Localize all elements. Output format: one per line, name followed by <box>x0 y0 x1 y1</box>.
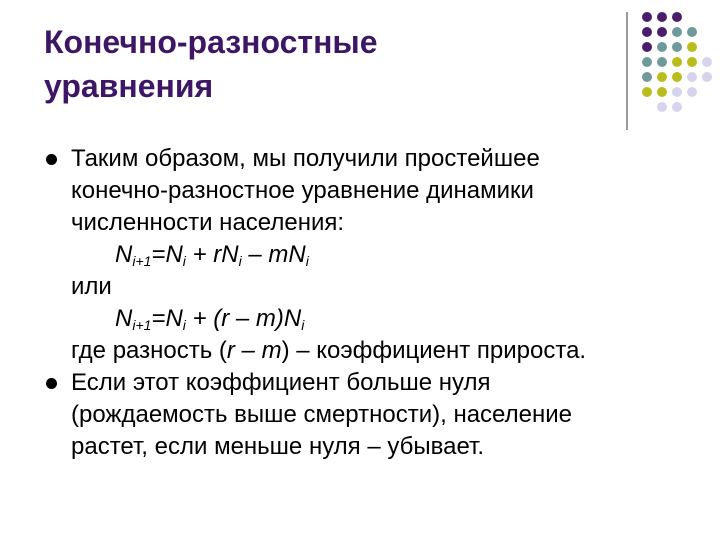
formula-1 <box>71 239 714 271</box>
formula-2-sub-a: i <box>182 317 186 333</box>
decorative-dot <box>642 87 652 97</box>
slide-body <box>44 143 714 463</box>
bullet-1-line-1: Таким образом, мы получили простейшее <box>71 145 540 172</box>
decorative-dot <box>672 87 682 97</box>
formula-1-sub-a: i <box>182 253 186 269</box>
decorative-dot <box>687 57 697 67</box>
formula-2-lhs-subscript: i+1 <box>132 317 152 333</box>
decorative-dot <box>657 87 667 97</box>
decorative-dot <box>642 12 652 22</box>
decorative-dot <box>657 102 667 112</box>
decorative-dot <box>642 27 652 37</box>
decorative-dot-grid <box>0 0 720 130</box>
decorative-dot <box>672 72 682 82</box>
where-suffix: ) – коэффициент прироста. <box>281 337 587 364</box>
bullet-icon <box>46 378 57 389</box>
decorative-dot <box>642 42 652 52</box>
formula-1-eq: =N <box>151 241 183 268</box>
formula-1-sub-c: i <box>305 253 309 269</box>
decorative-dot <box>672 42 682 52</box>
decorative-dot <box>687 72 697 82</box>
decorative-dot <box>672 102 682 112</box>
decorative-dot <box>657 42 667 52</box>
decorative-dot <box>687 27 697 37</box>
decorative-dot <box>687 42 697 52</box>
decorative-dot <box>672 57 682 67</box>
or-text: или <box>71 273 112 300</box>
decorative-dot <box>642 72 652 82</box>
bullet-2-line-2: (рождаемость выше смертности), население <box>71 401 572 428</box>
formula-1-lhs: N <box>115 241 133 268</box>
decorative-dot <box>657 57 667 67</box>
bullet-2-line-3: растет, если меньше нуля – убывает. <box>71 433 484 460</box>
bullet-item-2 <box>44 367 714 463</box>
formula-1-sub-b: i <box>238 253 242 269</box>
bullet-2-line-1: Если этот коэффициент больше нуля <box>71 369 491 396</box>
decorative-dot <box>687 87 697 97</box>
formula-2-lhs: N <box>115 305 133 332</box>
where-line <box>71 335 714 367</box>
decorative-dot <box>672 12 682 22</box>
where-prefix: где разность ( <box>71 337 227 364</box>
bullet-item-1 <box>44 143 714 367</box>
slide-title-line-2: уравнения <box>44 68 214 104</box>
formula-1-minus-term: – mN <box>241 241 306 268</box>
formula-1-plus-term: + rN <box>185 241 239 268</box>
formula-2 <box>71 303 714 335</box>
where-formula: r – m <box>226 337 282 364</box>
formula-1-lhs-subscript: i+1 <box>132 253 152 269</box>
decorative-dot <box>702 72 712 82</box>
slide-title-line-1: Конечно-разностные <box>44 24 378 60</box>
bullet-1-line-3: численности населения: <box>71 209 345 236</box>
bullet-1-line-2: конечно-разностное уравнение динамики <box>71 177 534 204</box>
decorative-dot <box>642 57 652 67</box>
decorative-dot <box>702 57 712 67</box>
decorative-dot <box>657 72 667 82</box>
formula-2-rest: + (r – m)N <box>185 305 302 332</box>
formula-2-sub-b: i <box>301 317 305 333</box>
formula-2-eq: =N <box>151 305 183 332</box>
decorative-dot <box>672 27 682 37</box>
bullet-icon <box>46 154 57 165</box>
decorative-dot <box>657 12 667 22</box>
decorative-dot <box>657 27 667 37</box>
